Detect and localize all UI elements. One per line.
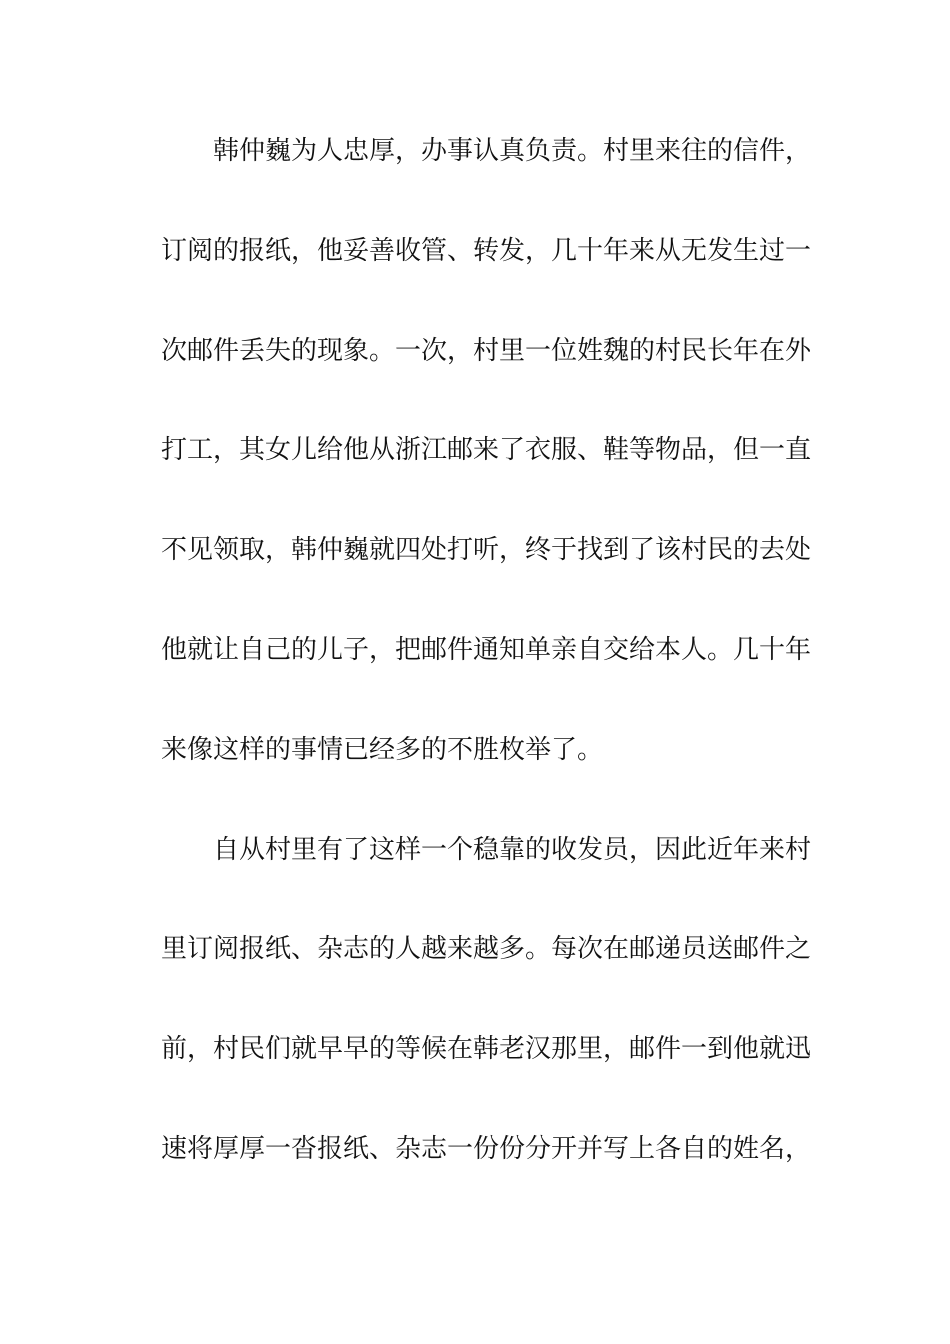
- text-line: 韩仲巍为人忠厚，办事认真负责。村里来往的信件，: [213, 136, 812, 166]
- text-line: 次邮件丢失的现象。一次，村里一位姓魏的村民长年在外: [161, 336, 812, 366]
- text-line: 打工，其女儿给他从浙江邮来了衣服、鞋等物品，但一直: [161, 435, 812, 465]
- text-line: 里订阅报纸、杂志的人越来越多。每次在邮递员送邮件之: [161, 934, 812, 964]
- text-line: 速将厚厚一沓报纸、杂志一份份分开并写上各自的姓名，: [161, 1134, 812, 1164]
- text-line: 自从村里有了这样一个稳靠的收发员，因此近年来村: [213, 835, 812, 865]
- text-line: 他就让自己的儿子，把邮件通知单亲自交给本人。几十年: [161, 635, 812, 665]
- text-line: 不见领取，韩仲巍就四处打听，终于找到了该村民的去处: [161, 535, 812, 565]
- text-line: 前，村民们就早早的等候在韩老汉那里，邮件一到他就迅: [161, 1034, 812, 1064]
- text-line: 来像这样的事情已经多的不胜枚举了。: [161, 735, 604, 765]
- text-line: 订阅的报纸，他妥善收管、转发，几十年来从无发生过一: [161, 236, 812, 266]
